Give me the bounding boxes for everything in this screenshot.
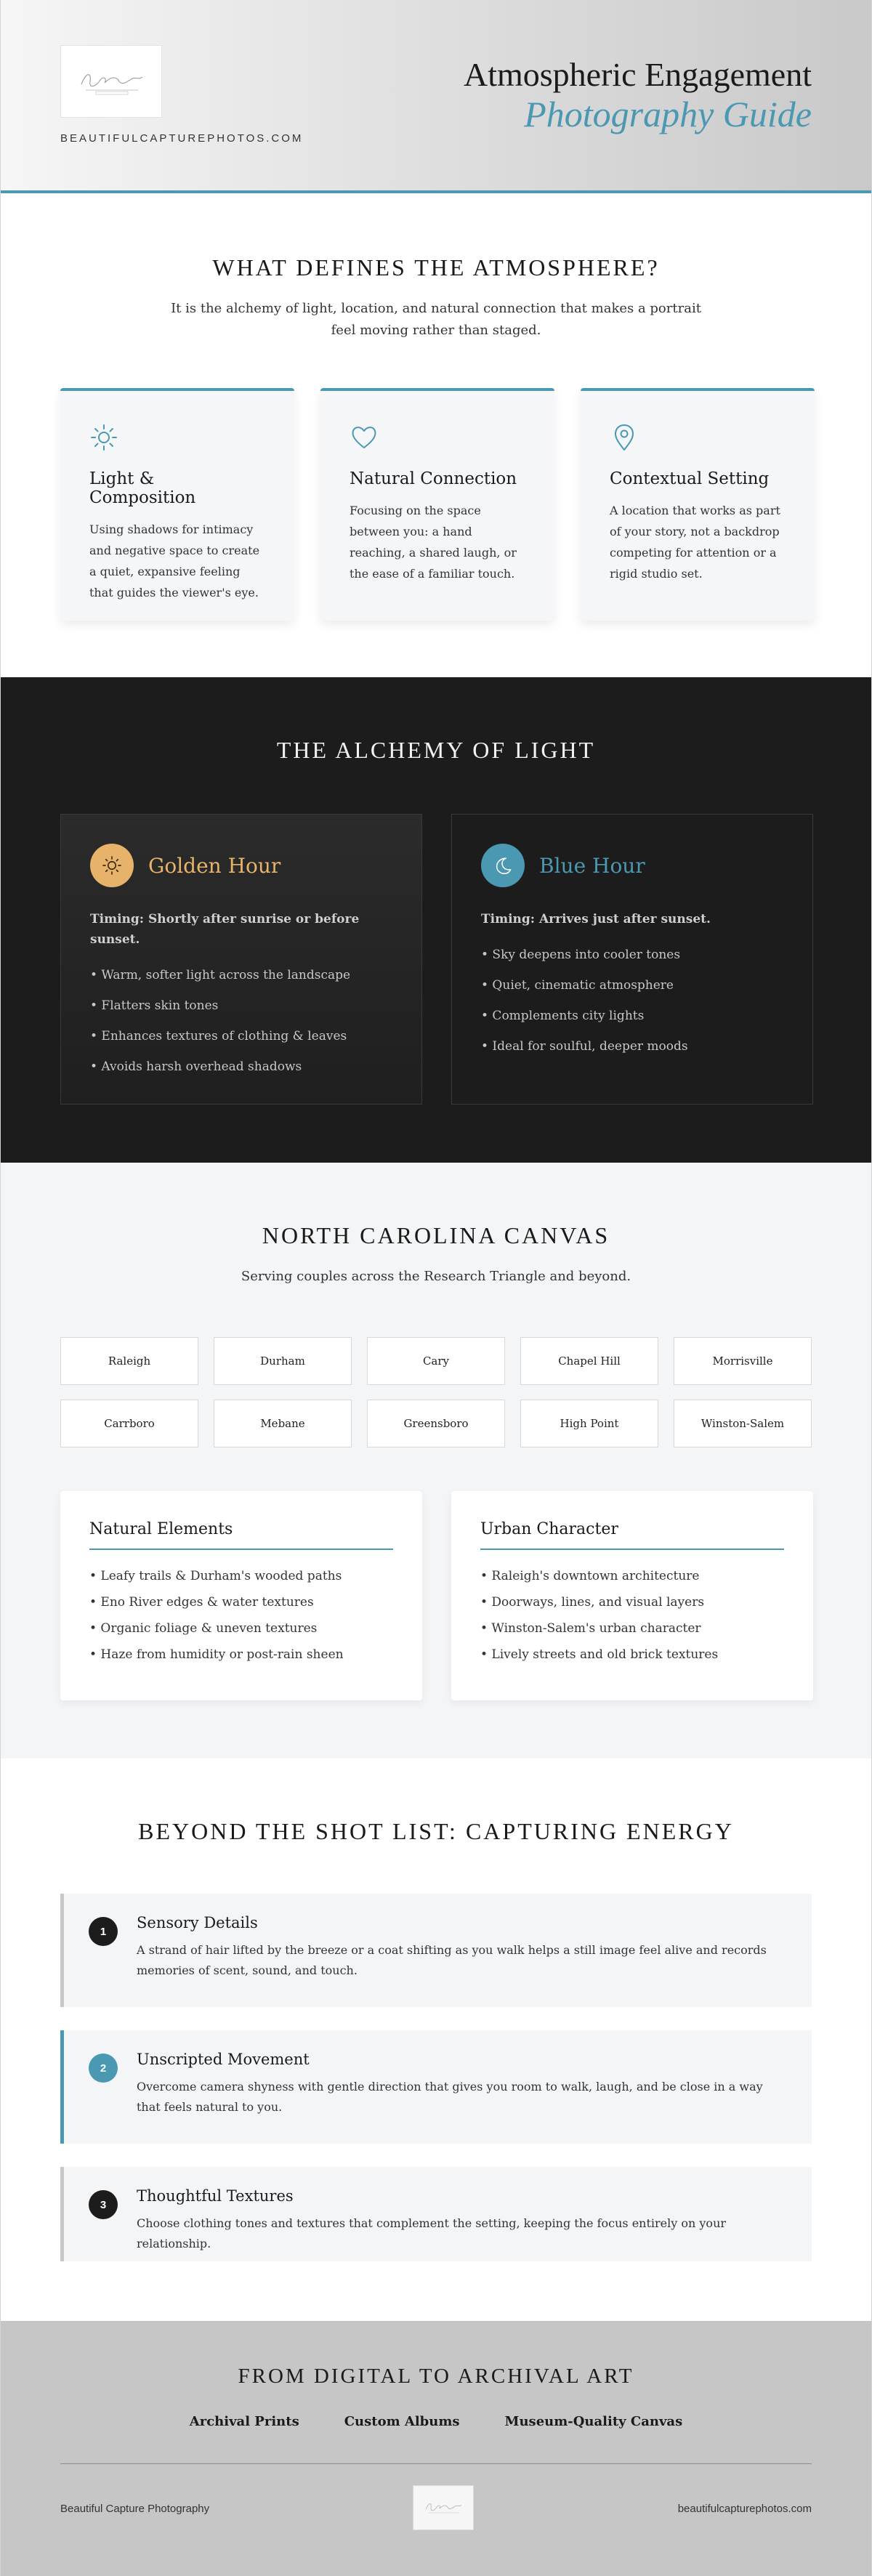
card-light-composition <box>60 388 294 621</box>
step-thoughtful-textures <box>60 2167 812 2261</box>
card-text: A location that works as part of your story, not a backdrop competing for attention or a rigid studio set. <box>610 504 780 581</box>
step-number: 2 <box>89 2054 118 2083</box>
sun-icon <box>89 423 118 452</box>
list-item: • Avoids harsh overhead shadows <box>90 1059 302 1074</box>
card-title: Contextual Setting <box>610 469 770 488</box>
step-unscripted-movement <box>60 2030 812 2144</box>
list-item: • Raleigh's downtown architecture <box>480 1569 700 1583</box>
atmosphere-section <box>1 196 871 677</box>
sun-icon <box>101 855 123 876</box>
step-text: Overcome camera shyness with gentle direction that gives you room to walk, laugh, and be close in a way that feels natural to you. <box>137 2080 763 2114</box>
step-number: 1 <box>89 1917 118 1946</box>
footer-business-name: Beautiful Capture Photography <box>60 2503 210 2515</box>
footer-site-url[interactable]: beautifulcapturephotos.com <box>677 2503 812 2515</box>
atmosphere-title: WHAT DEFINES THE ATMOSPHERE? <box>212 254 660 280</box>
list-item: • Doorways, lines, and visual layers <box>480 1595 705 1610</box>
list-item: • Quiet, cinematic atmosphere <box>481 978 674 993</box>
step-text: A strand of hair lifted by the breeze or a coat shifting as you walk helps a still image feel alive and records memories of scent, sound, and touch. <box>137 1943 767 1977</box>
natural-elements-title: Natural Elements <box>89 1520 393 1550</box>
blue-hour-card <box>451 814 813 1105</box>
beyond-section <box>1 1759 871 2321</box>
city-tag: Mebane <box>214 1400 352 1448</box>
city-tag: Greensboro <box>367 1400 505 1448</box>
natural-elements-card <box>60 1491 422 1700</box>
list-item: • Warm, softer light across the landscape <box>90 968 351 982</box>
logo-signature-icon <box>71 60 151 103</box>
card-natural-connection <box>320 388 554 621</box>
list-item: • Eno River edges & water textures <box>89 1595 314 1610</box>
city-tag: Durham <box>214 1337 352 1385</box>
card-text: Using shadows for intimacy and negative space to create a quiet, expansive feeling that guides the viewer's eye. <box>89 522 260 599</box>
step-title: Thoughtful Textures <box>137 2187 294 2205</box>
city-tag: Morrisville <box>674 1337 812 1385</box>
city-tag: High Point <box>520 1400 658 1448</box>
golden-hour-badge <box>90 844 134 887</box>
step-sensory-details <box>60 1894 812 2007</box>
header <box>1 0 871 193</box>
location-pin-icon <box>610 423 639 452</box>
page-title: Atmospheric Engagement <box>463 56 812 93</box>
step-title: Unscripted Movement <box>137 2051 310 2068</box>
list-item: • Organic foliage & uneven textures <box>89 1621 318 1636</box>
footer-title: FROM DIGITAL TO ARCHIVAL ART <box>238 2365 634 2388</box>
card-title: Light & Composition <box>89 469 196 507</box>
list-item: • Lively streets and old brick textures <box>480 1647 719 1662</box>
urban-character-card <box>451 1491 813 1700</box>
city-tag: Cary <box>367 1337 505 1385</box>
blue-hour-title: Blue Hour <box>539 853 645 878</box>
golden-hour-list <box>90 960 392 1082</box>
step-title: Sensory Details <box>137 1914 258 1931</box>
urban-character-title: Urban Character <box>480 1520 784 1550</box>
blue-hour-list <box>481 940 783 1062</box>
nc-subtitle: Serving couples across the Research Triangle and beyond. <box>241 1269 631 1284</box>
card-text: Focusing on the space between you: a hand reaching, a shared laugh, or the ease of a familiar touch. <box>350 504 517 581</box>
card-title: Natural Connection <box>350 469 517 488</box>
light-section <box>1 677 871 1163</box>
beyond-title: BEYOND THE SHOT LIST: CAPTURING ENERGY <box>138 1818 734 1844</box>
golden-hour-card <box>60 814 422 1105</box>
list-item: • Complements city lights <box>481 1009 645 1023</box>
footer-link-custom-albums[interactable]: Custom Albums <box>344 2414 460 2429</box>
urban-character-list <box>480 1563 784 1668</box>
list-item: • Leafy trails & Durham's wooded paths <box>89 1569 342 1583</box>
footer-logo[interactable] <box>413 2485 474 2530</box>
heart-icon <box>350 423 379 452</box>
step-number: 3 <box>89 2190 118 2219</box>
list-item: • Enhances textures of clothing & leaves <box>90 1029 347 1043</box>
natural-elements-list <box>89 1563 393 1668</box>
city-tag: Carrboro <box>60 1400 198 1448</box>
city-tag: Chapel Hill <box>520 1337 658 1385</box>
nc-title: NORTH CAROLINA CANVAS <box>262 1222 610 1248</box>
golden-hour-timing: Timing: Shortly after sunrise or before sunset. <box>90 912 360 947</box>
logo[interactable] <box>60 45 162 118</box>
footer-link-canvas[interactable]: Museum-Quality Canvas <box>504 2414 683 2429</box>
nc-section <box>1 1163 871 1759</box>
logo-signature-icon <box>420 2495 467 2521</box>
light-title: THE ALCHEMY OF LIGHT <box>276 737 596 763</box>
city-tag: Raleigh <box>60 1337 198 1385</box>
blue-hour-badge <box>481 844 525 887</box>
moon-icon <box>493 855 513 876</box>
footer <box>1 2321 871 2576</box>
list-item: • Haze from humidity or post-rain sheen <box>89 1647 344 1662</box>
list-item: • Ideal for soulful, deeper moods <box>481 1039 688 1054</box>
footer-links <box>1 2414 871 2429</box>
footer-link-archival-prints[interactable]: Archival Prints <box>189 2414 299 2429</box>
atmosphere-subtitle: It is the alchemy of light, location, and natural connection that makes a portrait feel moving rather than staged. <box>171 301 701 338</box>
step-text: Choose clothing tones and textures that complement the setting, keeping the focus entirely on your relationship. <box>137 2216 727 2250</box>
page-subtitle: Photography Guide <box>524 94 812 134</box>
city-tag: Winston-Salem <box>674 1400 812 1448</box>
golden-hour-title: Golden Hour <box>148 853 281 878</box>
list-item: • Sky deepens into cooler tones <box>481 948 681 962</box>
list-item: • Flatters skin tones <box>90 998 219 1013</box>
footer-divider <box>60 2463 812 2464</box>
list-item: • Winston-Salem's urban character <box>480 1621 701 1636</box>
card-contextual-setting <box>581 388 815 621</box>
site-url[interactable]: BEAUTIFULCAPTUREPHOTOS.COM <box>60 132 304 145</box>
blue-hour-timing: Timing: Arrives just after sunset. <box>481 912 711 926</box>
